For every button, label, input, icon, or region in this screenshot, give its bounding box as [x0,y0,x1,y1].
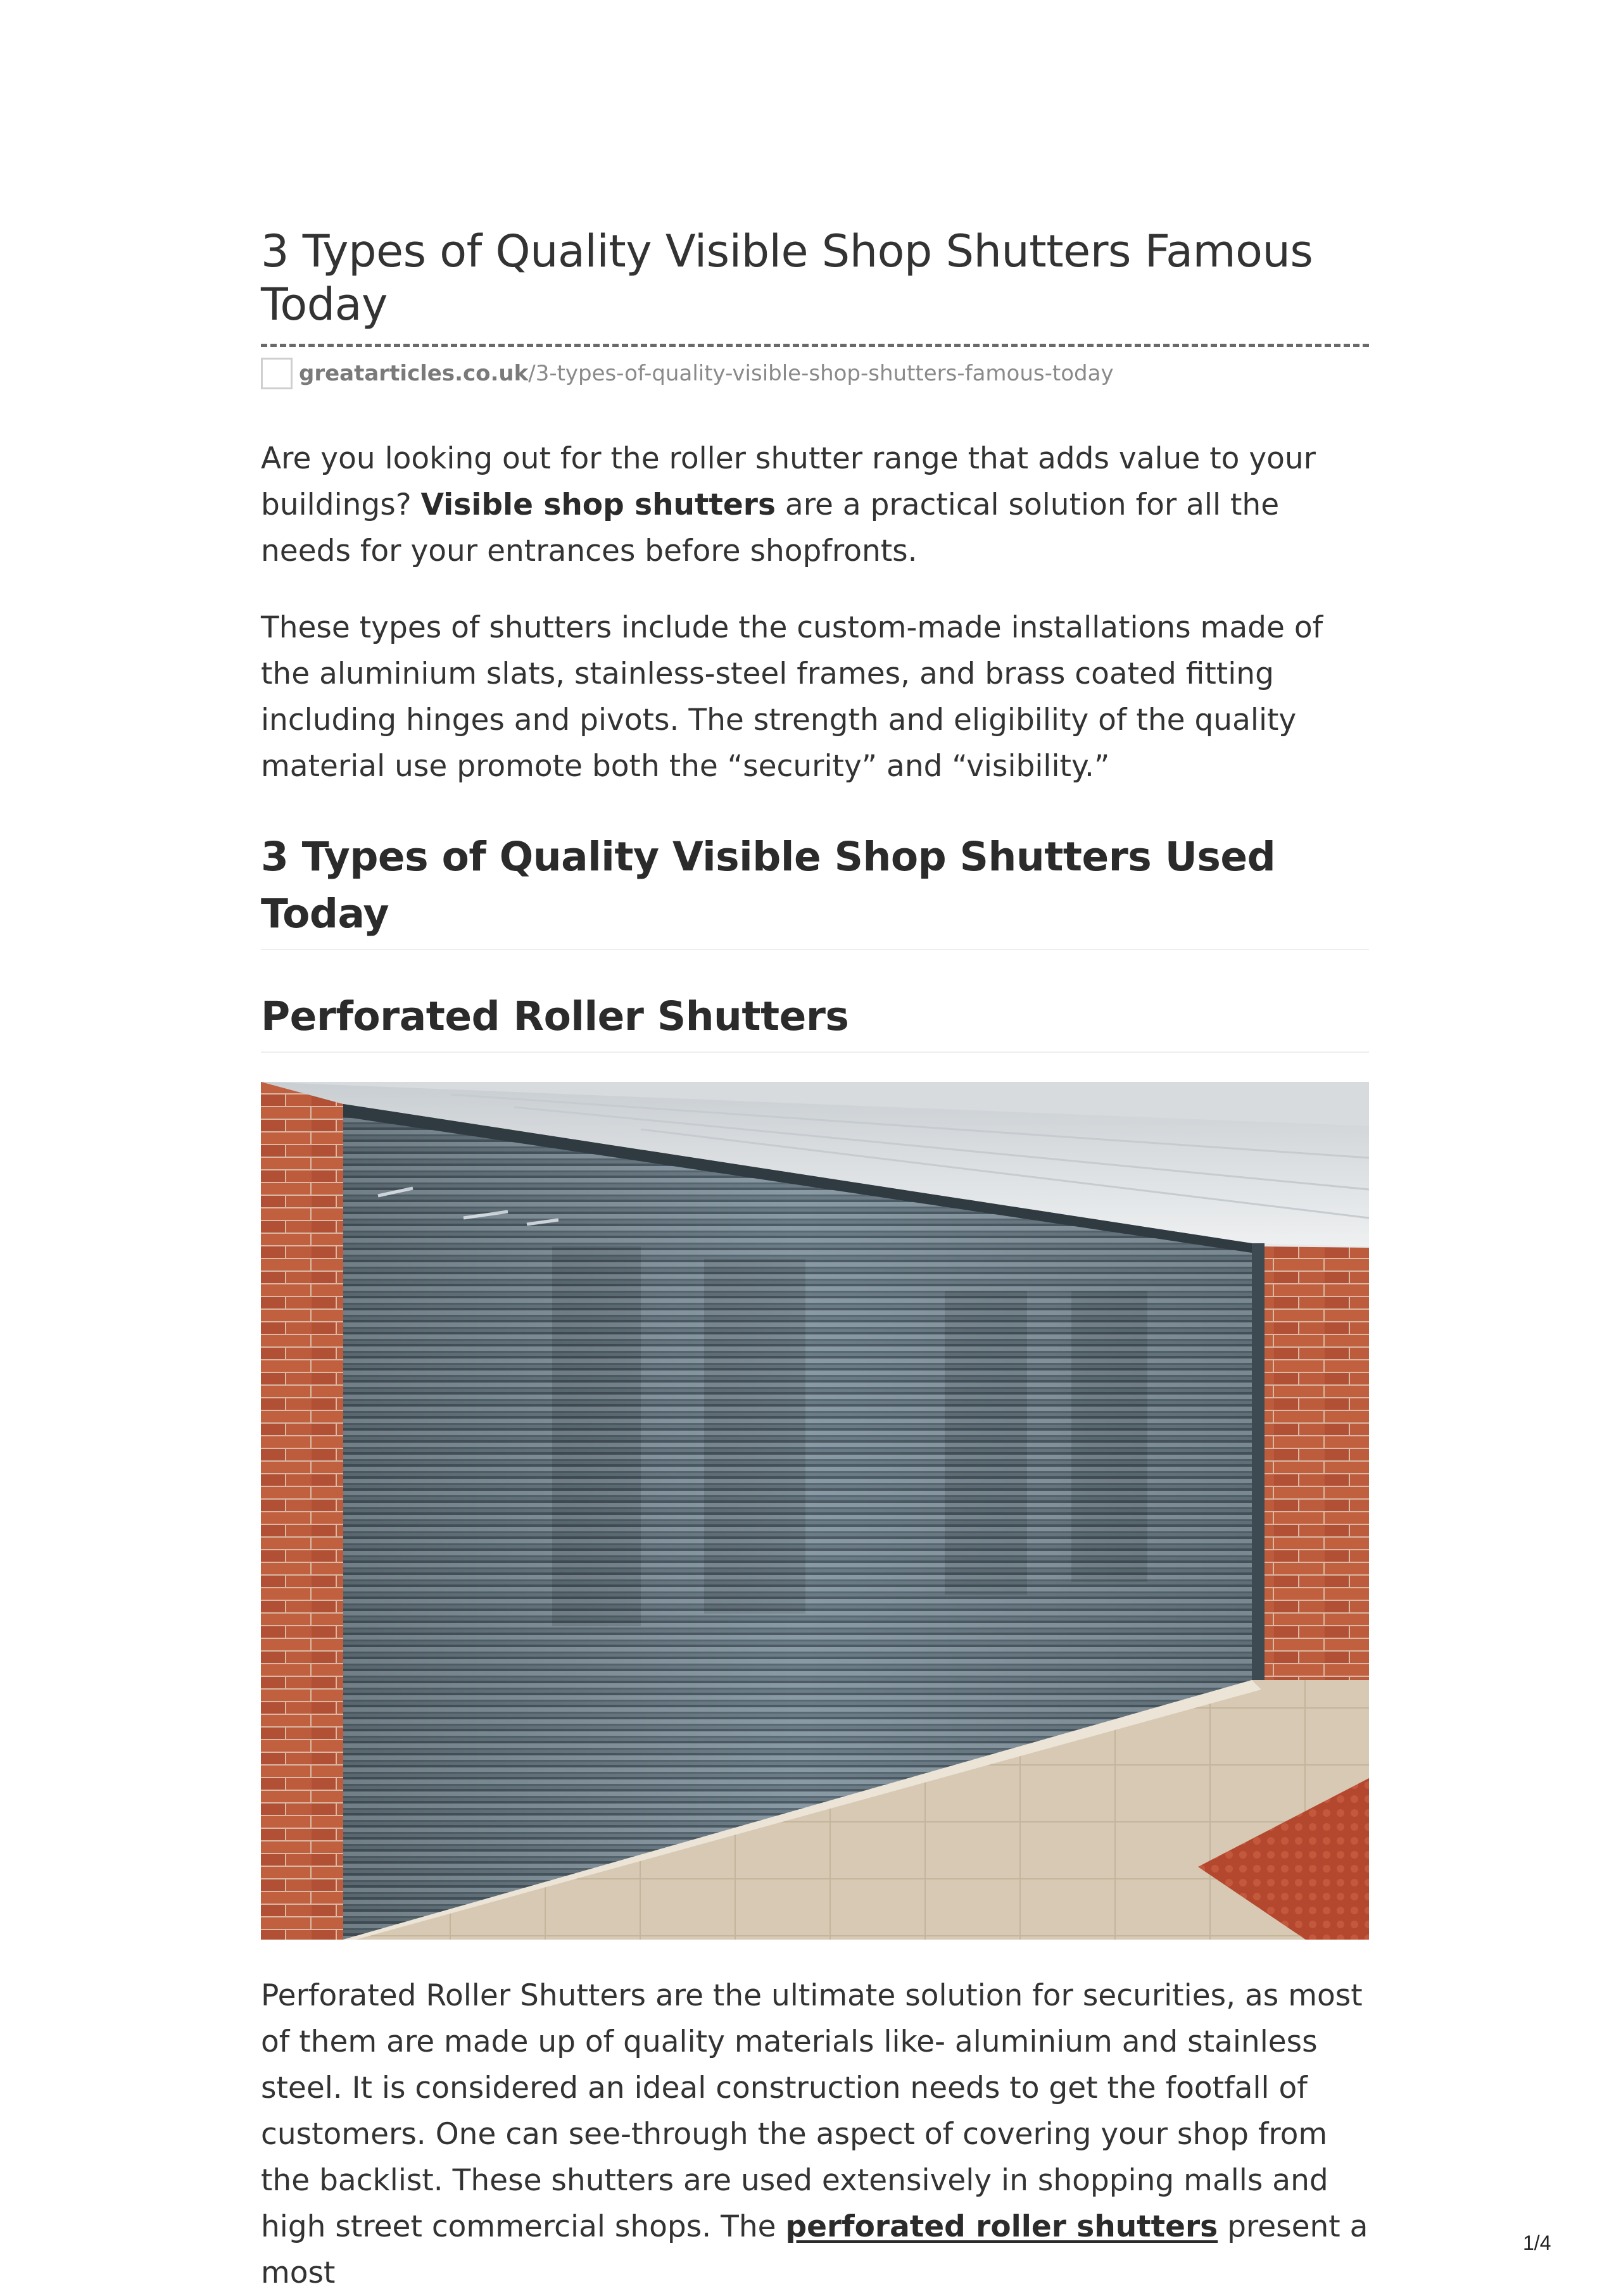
source-path: /3-types-of-quality-visible-shop-shutters-famous-today [528,361,1114,386]
perforated-paragraph [261,1973,1369,2296]
intro-text-end: are a practical solution for all the needs for your entrances before shopfronts. [261,487,1280,568]
perforated-roller-shutters-link[interactable]: perforated roller shutters [785,2209,1218,2244]
section-heading: 3 Types of Quality Visible Shop Shutters Used Today [261,829,1369,950]
source-domain: greatarticles.co.uk [299,361,529,386]
intro-paragraph [261,436,1369,574]
title-divider [261,344,1369,347]
perforated-text-end: present a most [261,2209,1368,2290]
subsection-heading: Perforated Roller Shutters [261,988,1369,1053]
intro-text-start: Are you looking out for the roller shutter range that adds value to your buildings? [261,441,1316,522]
page-number: 1/4 [1523,2231,1551,2254]
favicon-placeholder-icon [261,358,293,389]
source-line [261,356,1369,391]
source-url[interactable] [299,361,1114,386]
article-title: 3 Types of Quality Visible Shop Shutters Famous Today [261,225,1313,330]
perforated-text-start: Perforated Roller Shutters are the ultimate solution for securities, as most of them are made up of quality materials like- aluminium and stainless steel. It is considered an ideal construction needs to get the footfall of customers. One can see-through the aspect of covering your shop from the backlist. These shutters are used extensively in shopping malls and high street commercial shops. The [261,1978,1363,2244]
materials-paragraph: These types of shutters include the custom-made installations made of the aluminium slats, stainless-steel frames, and brass coated fitting including hinges and pivots. The strength and eligibility of the quality material use promote both the “security” and “visibility.” [261,610,1323,784]
roller-shutter-photo [261,1082,1369,1940]
article [261,225,1369,2296]
intro-bold-term: Visible shop shutters [420,487,776,522]
